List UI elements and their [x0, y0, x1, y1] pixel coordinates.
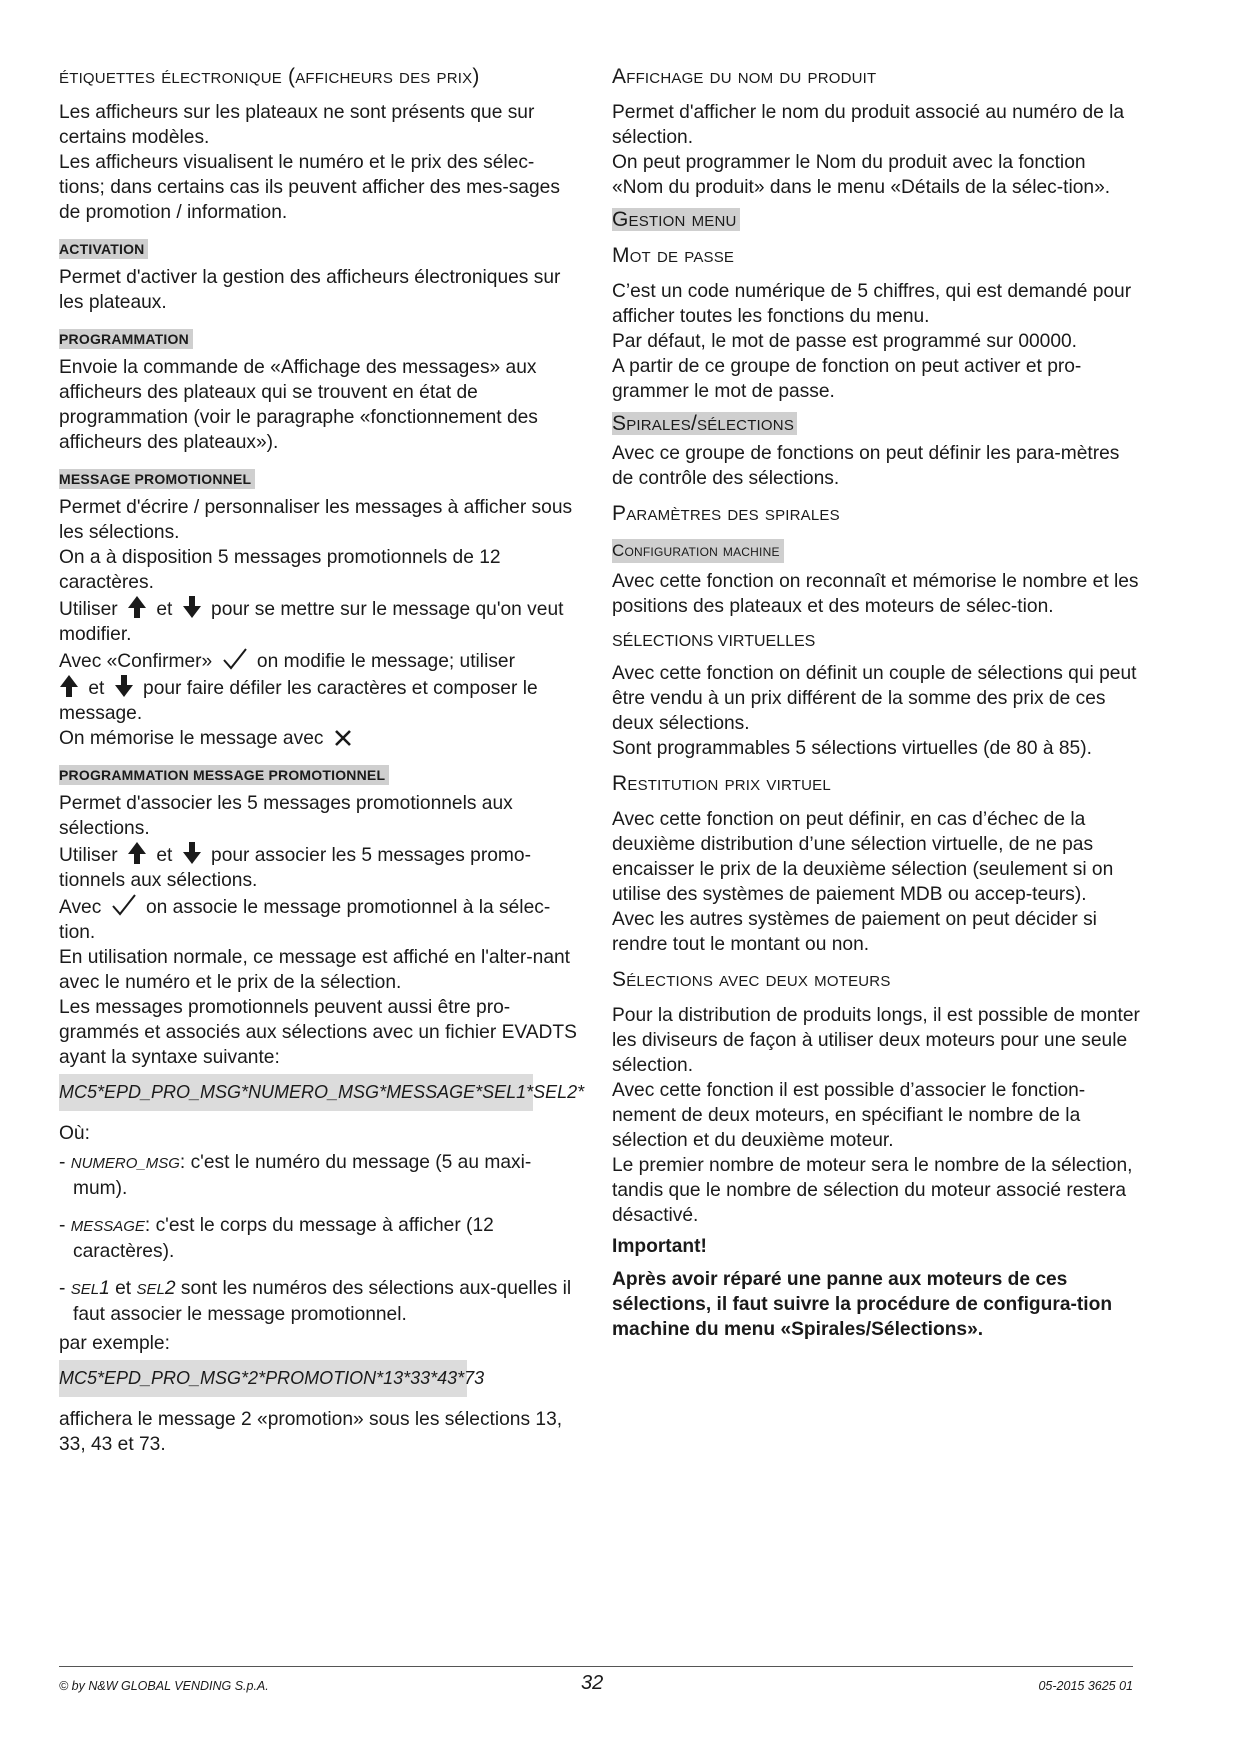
- mot-de-passe-text: C’est un code numérique de 5 chiffres, qui est demandé pour afficher toutes les fonctions du menu. Par défaut, le mot de passe est programmé sur 00000. A partir de ce groupe de fonction on peut activer et pro-grammer le mot de passe.: [612, 281, 1132, 402]
- programmation-label: PROGRAMMATION: [59, 329, 193, 349]
- message-promo-text: Permet d'écrire / personnaliser les messages à afficher sous les sélections. On a à disposition 5 messages promotionnels de 12 caractères. Utiliser et pour se mettre sur le message qu'on veut modifier. Avec «Confirmer» on modifie le message; utiliser et pour faire défiler les caractères et composer le message. On mémorise le message avec: [59, 497, 573, 749]
- restitution-heading: Restitution prix virtuel: [612, 772, 831, 795]
- affichage-heading: Affichage du nom du produit: [612, 65, 877, 88]
- page-footer: [59, 1666, 1133, 1694]
- gestion-menu-heading: Gestion menu: [612, 208, 740, 231]
- mot-de-passe-heading: Mot de passe: [612, 244, 735, 267]
- arrow-down-icon: [114, 674, 134, 698]
- important-label: Important!: [612, 1236, 707, 1257]
- configuration-text: Avec cette fonction on reconnaît et mémorise le nombre et les positions des plateaux et des moteurs de sélec-tion.: [612, 571, 1139, 617]
- arrow-up-icon: [127, 595, 147, 619]
- par-exemple-text: par exemple:: [59, 1333, 170, 1354]
- page-number: 32: [581, 1672, 604, 1694]
- parametres-heading: Paramètres des spirales: [612, 502, 840, 525]
- checkmark-icon: [111, 893, 137, 917]
- footer-copyright: © by N&W GLOBAL VENDING S.p.A.: [59, 1679, 269, 1693]
- configuration-label: Configuration machine: [612, 539, 784, 563]
- example-code: MC5*EPD_PRO_MSG*2*PROMOTION*13*33*43*73: [59, 1360, 467, 1397]
- prog-message-text: Permet d'associer les 5 messages promotionnels aux sélections. Utiliser et pour associer les 5 messages promo-tionnels aux sélections. Avec on associe le message promotionnel à la sélec-tion. En utilisation normale, ce message est affiché en l'alter-nant avec le numéro et le prix de la sélection. Les messages promotionnels peuvent aussi être pro-grammés et associés aux sélections avec un fichier EVADTS ayant la syntaxe suivante:: [59, 793, 577, 1068]
- arrow-down-icon: [182, 595, 202, 619]
- deux-moteurs-heading: Sélections avec deux moteurs: [612, 968, 891, 991]
- escape-x-icon: [333, 728, 353, 748]
- programmation-text: Envoie la commande de «Affichage des messages» aux afficheurs des plateaux qui se trouvent en état de programmation (voir le paragraphe «fonctionnement des afficheurs des plateaux»).: [59, 357, 538, 453]
- ou-text: Où:: [59, 1123, 90, 1144]
- spirales-text: Avec ce groupe de fonctions on peut définir les para-mètres de contrôle des sélections.: [612, 443, 1120, 489]
- bullet-numero-msg: - NUMERO_MSG: c'est le numéro du message (5 au maxi-mum).: [59, 1152, 532, 1199]
- bullet-message: - MESSAGE: c'est le corps du message à afficher (12 caractères).: [59, 1215, 494, 1262]
- virtuelles-text: Avec cette fonction on définit un couple de sélections qui peut être vendu à un prix différent de la somme des prix de ces deux sélections. Sont programmables 5 sélections virtuelles (de 80 à 85).: [612, 663, 1137, 759]
- evadts-syntax-code: MC5*EPD_PRO_MSG*NUMERO_MSG*MESSAGE*SEL1*SEL2*: [59, 1074, 533, 1111]
- restitution-text: Avec cette fonction on peut définir, en cas d’échec de la deuxième distribution d’une sélection virtuelle, de ne pas encaisser le prix de la deuxième sélection (seulement si on utilise des systèmes de paiement MDB ou accep-teurs). Avec les autres systèmes de paiement on peut décider si rendre tout le montant ou non.: [612, 809, 1114, 955]
- left-column: [59, 65, 585, 1469]
- arrow-up-icon: [59, 674, 79, 698]
- virtuelles-label: SÉLECTIONS VIRTUELLES: [612, 633, 816, 650]
- etiquettes-text: Les afficheurs sur les plateaux ne sont présents que sur certains modèles. Les afficheurs visualisent le numéro et le prix des sélec-tions; dans certains cas ils peuvent afficher des mes-sages de promotion / information.: [59, 102, 560, 223]
- prog-message-label: PROGRAMMATION MESSAGE PROMOTIONNEL: [59, 765, 389, 785]
- etiquettes-heading: étiquettes électronique (afficheurs des prix): [59, 65, 480, 88]
- arrow-down-icon: [182, 841, 202, 865]
- arrow-up-icon: [127, 841, 147, 865]
- example-result-text: affichera le message 2 «promotion» sous les sélections 13, 33, 43 et 73.: [59, 1409, 563, 1455]
- message-promo-label: MESSAGE PROMOTIONNEL: [59, 469, 255, 489]
- deux-moteurs-text: Pour la distribution de produits longs, il est possible de monter les diviseurs de façon à utiliser deux moteurs pour une seule sélection. Avec cette fonction il est possible d’associer le fonction-nement de deux moteurs, en spécifiant le nombre de la sélection et du deuxième moteur. Le premier nombre de moteur sera le nombre de la sélection, tandis que le nombre de sélection du moteur associé restera désactivé.: [612, 1005, 1140, 1226]
- spirales-heading: Spirales/sélections: [612, 412, 797, 435]
- affichage-text: Permet d'afficher le nom du produit associé au numéro de la sélection. On peut programmer le Nom du produit avec la fonction «Nom du produit» dans le menu «Détails de la sélec-tion».: [612, 102, 1125, 198]
- bullet-sel: - SEL1 et SEL2 sont les numéros des sélections aux-quelles il faut associer le message promotionnel.: [59, 1278, 572, 1325]
- activation-label: ACTIVATION: [59, 239, 148, 259]
- important-warning-text: Après avoir réparé une panne aux moteurs de ces sélections, il faut suivre la procédure de configura-tion machine du menu «Spirales/Sélections».: [612, 1269, 1113, 1340]
- activation-text: Permet d'activer la gestion des afficheurs électroniques sur les plateaux.: [59, 267, 561, 313]
- right-column: [612, 66, 1142, 1354]
- footer-doc-code: 05-2015 3625 01: [1038, 1679, 1133, 1693]
- checkmark-icon: [222, 647, 248, 671]
